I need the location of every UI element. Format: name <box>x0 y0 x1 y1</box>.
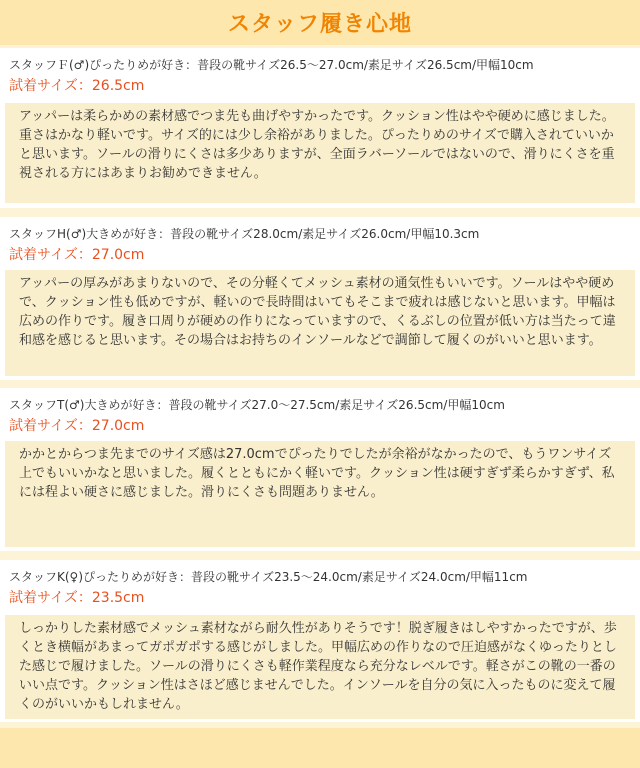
staff-info: スタッフH(♂)大きめが好き：普段の靴サイズ28.0cm/素足サイズ26.0cm/甲幅10.3cm <box>9 227 480 241</box>
page-footer <box>0 728 640 768</box>
trial-size: 試着サイズ：26.5cm <box>9 78 145 94</box>
page-title: スタッフ履き心地 <box>227 12 412 37</box>
trial-size: 試着サイズ：23.5cm <box>9 590 145 606</box>
staff-info: スタッフK(♀)ぴったりめが好き：普段の靴サイズ23.5～24.0cm/素足サイズ24.0cm/甲幅11cm <box>9 570 528 584</box>
staff-info: スタッフＦ(♂)ぴったりめが好き：普段の靴サイズ26.5～27.0cm/素足サイズ26.5cm/甲幅10cm <box>9 58 534 72</box>
review-section <box>0 560 640 722</box>
trial-size: 試着サイズ：27.0cm <box>9 247 145 263</box>
review-comment: しっかりした素材感でメッシュ素材ながら耐久性がありそうです！脱ぎ履きはしやすかったですが、歩くとき横幅があまってガポガポする感じがしました。甲幅広めの作りなので圧迫感がなくゆったりとした感じで履けました。ソールの滑りにくさも軽作業程度なら充分なレベルです。軽さがこの靴の一番のいい点です。クッション性はさほど感じませんでした。インソールを自分の気に入ったものに変えて履くのがいいかもしれません。 <box>5 615 635 719</box>
review-section <box>0 217 640 380</box>
review-section <box>0 48 640 208</box>
page-header <box>0 0 640 45</box>
staff-info: スタッフT(♂)大きめが好き：普段の靴サイズ27.0～27.5cm/素足サイズ26.5cm/甲幅10cm <box>9 398 505 412</box>
review-comment: アッパーの厚みがあまりないので、その分軽くてメッシュ素材の通気性もいいです。ソールはやや硬めで、クッション性も低めですが、軽いので長時間はいてもそこまで疲れは感じないと思います。甲幅は広めの作りです。履き口周りが硬めの作りになっていますので、くるぶしの位置が低い方は当たって違和感を感じると思います。その場合はお持ちのインソールなどで調節して履くのがいいと思います。 <box>5 270 635 376</box>
review-comment: かかとからつま先までのサイズ感は27.0cmでぴったりでしたが余裕がなかったので、もうワンサイズ上でもいいかなと思いました。履くとともにかく軽いです。クッション性は硬すぎず柔らかすぎず、私には程よい硬さに感じました。滑りにくさも問題ありません。 <box>5 441 635 547</box>
review-section <box>0 388 640 551</box>
trial-size: 試着サイズ：27.0cm <box>9 418 145 434</box>
review-comment: アッパーは柔らかめの素材感でつま先も曲げやすかったです。クッション性はやや硬めに感じました。重さはかなり軽いです。サイズ的には少し余裕がありました。ぴったりめのサイズで購入されていいかと思います。ソールの滑りにくさは多少ありますが、全面ラバーソールではないので、滑りにくさを重視される方にはあまりお勧めできません。 <box>5 103 635 203</box>
